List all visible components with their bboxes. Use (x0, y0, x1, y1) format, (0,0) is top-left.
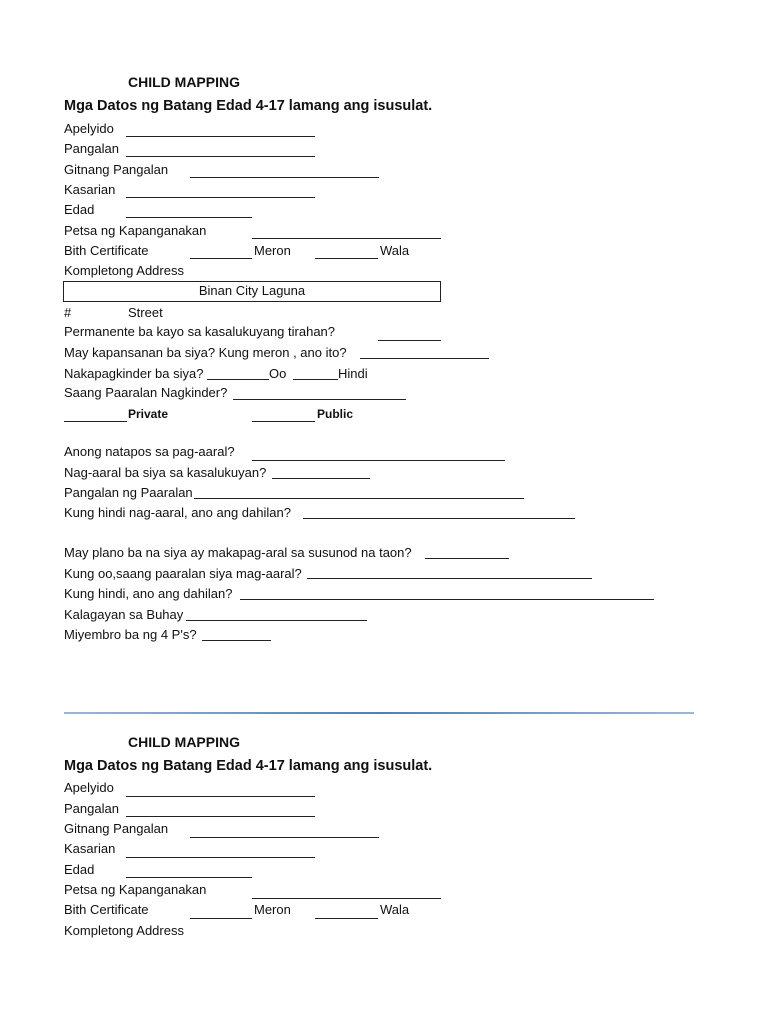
public-field[interactable] (252, 421, 315, 422)
label-birth-certificate: Bith Certificate (64, 243, 149, 258)
label-pangalan: Pangalan (64, 801, 119, 816)
kasarian-field[interactable] (126, 857, 315, 858)
private-field[interactable] (64, 421, 127, 422)
label-natapos: Anong natapos sa pag-aaral? (64, 444, 235, 459)
nag-aaral-field[interactable] (272, 478, 370, 479)
oo-field[interactable] (207, 379, 269, 380)
label-kasarian: Kasarian (64, 841, 116, 856)
label-oo: Oo (269, 366, 287, 381)
miyembro-field[interactable] (202, 640, 271, 641)
label-gitnang-pangalan: Gitnang Pangalan (64, 821, 169, 836)
edad-field[interactable] (126, 217, 252, 218)
address-box[interactable]: Binan City Laguna (63, 281, 441, 302)
natapos-field[interactable] (252, 460, 505, 461)
label-nakapagkinder: Nakapagkinder ba siya? (64, 366, 204, 381)
label-petsa: Petsa ng Kapanganakan (64, 882, 207, 897)
label-apelyido: Apelyido (64, 780, 114, 795)
label-hash: # (64, 305, 72, 320)
pangalan-field[interactable] (126, 816, 315, 817)
label-private: Private (128, 407, 169, 421)
label-permanente: Permanente ba kayo sa kasalukuyang tirahan? (64, 324, 336, 339)
label-street: Street (128, 305, 163, 320)
saang-paaralan-kinder-field[interactable] (233, 399, 406, 400)
petsa-field[interactable] (252, 238, 441, 239)
label-petsa: Petsa ng Kapanganakan (64, 223, 207, 238)
label-apelyido: Apelyido (64, 121, 114, 136)
section-divider (64, 712, 694, 714)
label-kung-hindi: Kung hindi, ano ang dahilan? (64, 586, 233, 601)
permanente-field[interactable] (378, 340, 441, 341)
form-title: CHILD MAPPING (128, 74, 240, 90)
label-edad: Edad (64, 202, 95, 217)
label-kasarian: Kasarian (64, 182, 116, 197)
form-heading: Mga Datos ng Batang Edad 4-17 lamang ang isusulat. (64, 98, 433, 114)
pangalan-paaralan-field[interactable] (194, 498, 524, 499)
petsa-field[interactable] (252, 898, 441, 899)
label-kung-oo: Kung oo,saang paaralan siya mag-aaral? (64, 566, 302, 581)
label-saang-paaralan-kinder: Saang Paaralan Nagkinder? (64, 385, 228, 400)
gitnang-pangalan-field[interactable] (190, 177, 379, 178)
kung-hindi-field[interactable] (240, 599, 654, 600)
label-wala: Wala (380, 902, 410, 917)
label-edad: Edad (64, 862, 95, 877)
label-kung-hindi-dahilan: Kung hindi nag-aaral, ano ang dahilan? (64, 505, 291, 520)
label-pangalan: Pangalan (64, 141, 119, 156)
wala-field[interactable] (315, 918, 378, 919)
kapansanan-field[interactable] (360, 358, 489, 359)
label-hindi: Hindi (338, 366, 368, 381)
label-gitnang-pangalan: Gitnang Pangalan (64, 162, 169, 177)
hindi-field[interactable] (293, 379, 338, 380)
meron-field[interactable] (190, 918, 252, 919)
gitnang-pangalan-field[interactable] (190, 837, 379, 838)
kasarian-field[interactable] (126, 197, 315, 198)
label-kapansanan: May kapansanan ba siya? Kung meron , ano ito? (64, 345, 347, 360)
label-meron: Meron (254, 243, 291, 258)
wala-field[interactable] (315, 258, 378, 259)
label-kalagayan: Kalagayan sa Buhay (64, 607, 184, 622)
label-public: Public (317, 407, 354, 421)
label-miyembro: Miyembro ba ng 4 P's? (64, 627, 197, 642)
label-may-plano: May plano ba na siya ay makapag-aral sa susunod na taon? (64, 545, 412, 560)
label-meron: Meron (254, 902, 291, 917)
may-plano-field[interactable] (425, 558, 509, 559)
meron-field[interactable] (190, 258, 252, 259)
label-birth-certificate: Bith Certificate (64, 902, 149, 917)
form-heading: Mga Datos ng Batang Edad 4-17 lamang ang isusulat. (64, 758, 433, 774)
edad-field[interactable] (126, 877, 252, 878)
kalagayan-field[interactable] (186, 620, 367, 621)
label-nag-aaral: Nag-aaral ba siya sa kasalukuyan? (64, 465, 267, 480)
label-address: Kompletong Address (64, 263, 184, 278)
form-title: CHILD MAPPING (128, 734, 240, 750)
kung-oo-field[interactable] (307, 578, 592, 579)
label-wala: Wala (380, 243, 410, 258)
label-address: Kompletong Address (64, 923, 184, 938)
label-pangalan-paaralan: Pangalan ng Paaralan (64, 485, 193, 500)
apelyido-field[interactable] (126, 796, 315, 797)
apelyido-field[interactable] (126, 136, 315, 137)
pangalan-field[interactable] (126, 156, 315, 157)
kung-hindi-dahilan-field[interactable] (303, 518, 575, 519)
